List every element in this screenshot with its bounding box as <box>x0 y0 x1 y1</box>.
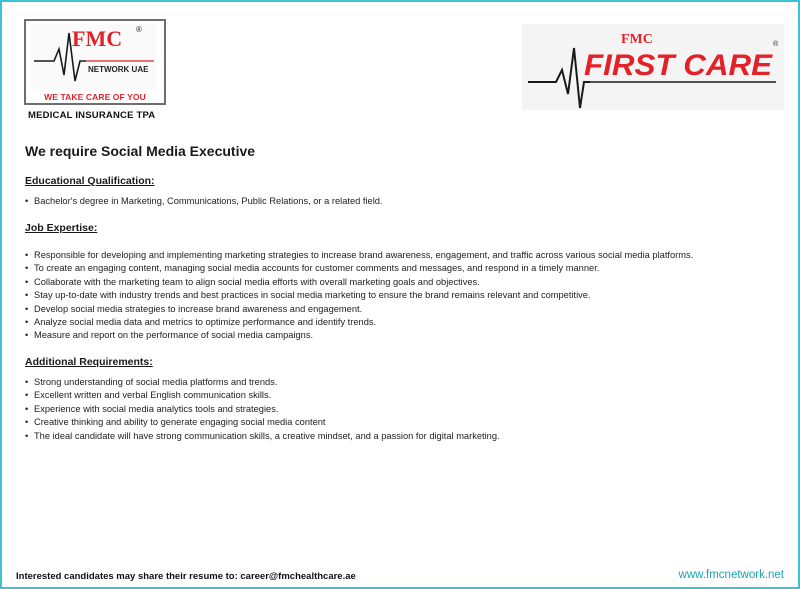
logo-tagline: WE TAKE CARE OF YOU <box>44 92 146 102</box>
first-care-text: FIRST CARE <box>584 49 774 82</box>
education-list <box>25 195 785 208</box>
section-heading-education: Educational Qualification: <box>25 175 155 187</box>
fmc-brand-text: FMC <box>72 26 123 51</box>
job-title: We require Social Media Executive <box>25 143 256 159</box>
expertise-list <box>25 249 785 343</box>
list-item: • Excellent written and verbal English communication skills. <box>25 390 272 401</box>
fmc-first-care-logo <box>522 24 784 110</box>
list-item: • Measure and report on the performance of social media campaigns. <box>25 330 314 341</box>
list-item: • Develop social media strategies to increase brand awareness and engagement. <box>25 303 363 314</box>
footer-website-link[interactable]: www.fmcnetwork.net <box>678 569 784 581</box>
heartbeat-icon <box>26 21 164 103</box>
list-item: • Creative thinking and ability to generate engaging social media content <box>25 417 326 428</box>
registered-mark: ® <box>136 25 142 34</box>
list-item: • Strong understanding of social media platforms and trends. <box>25 377 278 387</box>
fmc-network-logo <box>24 19 166 105</box>
logo-caption: MEDICAL INSURANCE TPA <box>28 110 156 121</box>
first-care-heartbeat-icon <box>522 24 784 110</box>
list-item: • The ideal candidate will have strong communication skills, a creative mindset, and a passion for digital marketing. <box>25 430 500 441</box>
list-item: • Experience with social media analytics tools and strategies. <box>25 403 279 414</box>
list-item: • Analyze social media data and metrics to optimize performance and identify trends. <box>25 317 377 328</box>
section-heading-expertise: Job Expertise: <box>25 222 98 234</box>
additional-list <box>25 376 785 443</box>
list-item: • Responsible for developing and implementing marketing strategies to increase brand awareness, engagement, and traffic across various social media platforms. <box>25 250 694 260</box>
footer-contact: Interested candidates may share their resume to: career@fmchealthcare.ae <box>16 571 356 582</box>
list-item: • Stay up-to-date with industry trends and best practices in social media marketing to ensure the brand remains relevant and competitive. <box>25 290 591 301</box>
list-item: • To create an engaging content, managing social media accounts for customer comments and messages, and respond in a timely manner. <box>25 263 600 274</box>
first-care-registered-mark: ® <box>773 41 779 48</box>
network-uae-text: NETWORK UAE <box>88 65 149 74</box>
list-item: • Bachelor's degree in Marketing, Communications, Public Relations, or a related field. <box>25 196 383 206</box>
first-care-fmc-text: FMC <box>621 32 653 47</box>
section-heading-additional: Additional Requirements: <box>25 356 153 368</box>
list-item: • Collaborate with the marketing team to align social media efforts with overall marketing goals and objectives. <box>25 276 480 287</box>
